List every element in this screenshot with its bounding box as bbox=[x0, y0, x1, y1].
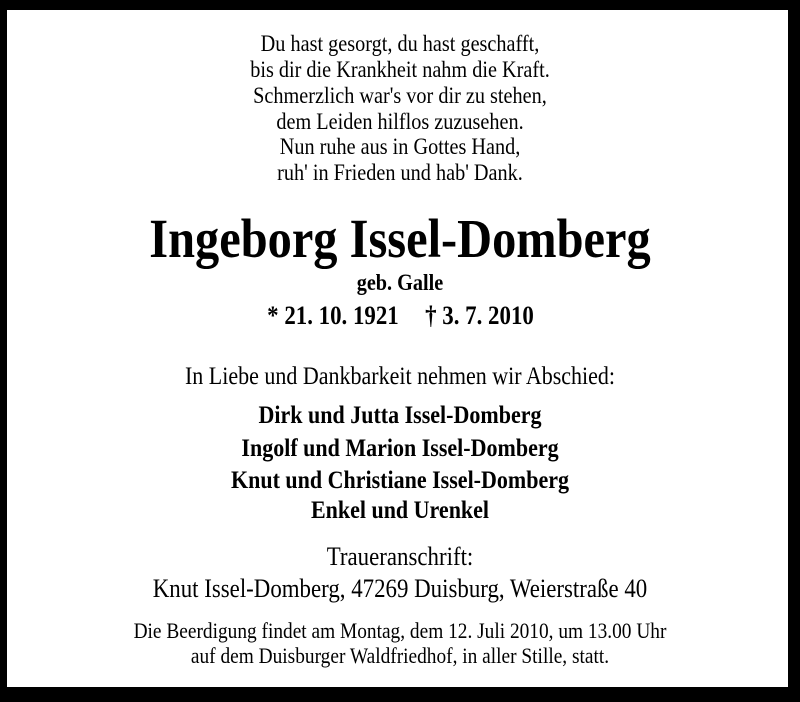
mourner: Dirk und Jutta Issel-Domberg bbox=[258, 402, 542, 429]
maiden-name: geb. Galle bbox=[356, 270, 444, 295]
poem-line: bis dir die Krankheit nahm die Kraft. bbox=[250, 57, 550, 82]
life-dates bbox=[0, 303, 800, 329]
poem-line: ruh' in Frieden und hab' Dank. bbox=[277, 160, 523, 185]
death-date: † 3. 7. 2010 bbox=[424, 301, 534, 330]
farewell-intro: In Liebe und Dankbarkeit nehmen wir Abschied: bbox=[184, 363, 616, 390]
poem-line: Du hast gesorgt, du hast geschafft, bbox=[260, 31, 540, 56]
poem-line: dem Leiden hilflos zuzusehen. bbox=[276, 109, 524, 134]
birth-date: * 21. 10. 1921 bbox=[266, 301, 399, 330]
poem-line: Schmerzlich war's vor dir zu stehen, bbox=[253, 83, 547, 108]
mourner: Knut und Christiane Issel-Domberg bbox=[230, 467, 569, 494]
funeral-info: auf dem Duisburger Waldfriedhof, in aller Stille, statt. bbox=[190, 643, 610, 668]
funeral-info: Die Beerdigung findet am Montag, dem 12. Juli 2010, um 13.00 Uhr bbox=[133, 618, 667, 643]
mourner: Ingolf und Marion Issel-Domberg bbox=[241, 435, 559, 462]
mourner: Enkel und Urenkel bbox=[310, 497, 490, 524]
poem-line: Nun ruhe aus in Gottes Hand, bbox=[279, 134, 521, 159]
address-label: Traueranschrift: bbox=[326, 542, 474, 571]
address-value: Knut Issel-Domberg, 47269 Duisburg, Weierstraße 40 bbox=[152, 574, 648, 603]
deceased-name: Ingeborg Issel-Domberg bbox=[149, 208, 651, 269]
